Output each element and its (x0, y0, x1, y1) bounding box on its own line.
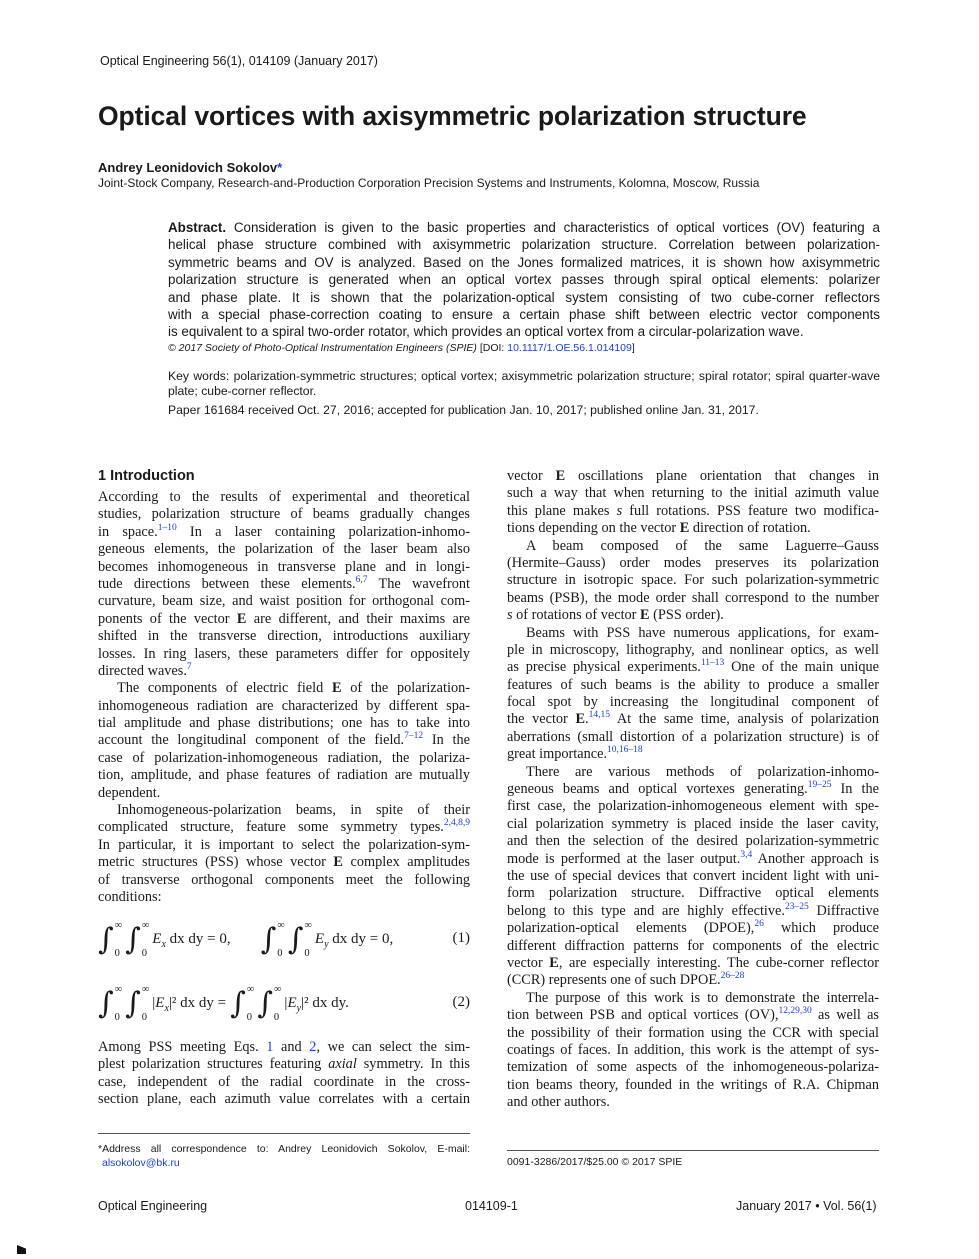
text-line: structure in isotropic space. For such polarization-symmetric (507, 572, 879, 589)
right-column-text (507, 468, 879, 1111)
citation-link[interactable]: 7 (186, 661, 192, 672)
text-line: helical phase structure combined with axisymmetric polarization structure. Correlation between polarization- (168, 237, 880, 253)
bold-text: E (236, 610, 247, 627)
bold-text: E (640, 607, 650, 624)
text-line: different diffraction patterns for components of the electric (507, 937, 879, 954)
text-line: ple in microscopy, lithography, and nonlinear optics, as well (507, 641, 879, 658)
issn-copyright: 0091-3286/2017/$25.00 © 2017 SPIE (507, 1156, 683, 1168)
citation-link[interactable]: 12,29,30 (778, 1006, 812, 1017)
text-line: The purpose of this work is to demonstrate the interrela- (526, 989, 879, 1006)
section-heading: 1 Introduction (98, 468, 195, 484)
bold-text: Abstract. (168, 220, 227, 235)
footnote-text: *Address all correspondence to: Andrey Leonidovich Sokolov, E-mail: (98, 1143, 470, 1155)
paragraph (507, 990, 879, 1112)
italic-text: s (616, 502, 623, 519)
equation-2 (98, 979, 470, 1029)
text-line: Beams with PSS have numerous applications, for exam- (526, 624, 879, 641)
text-line: coatings of faces. In addition, this work is the attempt of sys- (507, 1041, 879, 1058)
integrand: $E_x$ dx dy = 0, (152, 930, 231, 950)
text-line: temization of some aspects of the inhomogeneous-polariza- (507, 1059, 879, 1076)
text-line: plest polarization structures featuring axial symmetry. In this (98, 1056, 470, 1073)
text-line: features of such beams is the ability to produce a smaller (507, 676, 879, 693)
text-line: losses. In ring lasers, these parameters differ for oppositely (98, 645, 470, 662)
text-line: Key words: polarization-symmetric structures; optical vortex; axisymmetric polarization structure; spiral rotator; spiral quarter-wave (168, 369, 880, 383)
running-head: Optical Engineering 56(1), 014109 (January 2017) (100, 54, 378, 68)
bold-text: E (575, 711, 586, 728)
text-line: s of rotations of vector E (PSS order). (507, 607, 724, 624)
integrand: $|E_x|^2$ dx dy = (152, 994, 227, 1014)
text-line: vector E oscillations plane orientation that changes in (507, 468, 879, 484)
citation-link[interactable]: 11–13 (700, 658, 725, 669)
equation-number: (1) (452, 930, 470, 946)
integral-sign: ∫ ∞ 0 (287, 920, 312, 959)
text-line: vector E, are especially interesting. The cube-corner reflector (507, 954, 879, 971)
text-line: beams (PSB), the mode order shall correspond to the number (507, 589, 879, 606)
text-line: There are various methods of polarization-inhomo- (526, 763, 879, 780)
text-line: Abstract. Consideration is given to the basic properties and characteristics of optical vortices (OV) featuring a (168, 220, 880, 235)
citation-link[interactable]: 6,7 (355, 574, 368, 585)
text-line: great importance.$^{10,16-18}$ (507, 745, 643, 763)
paragraph (98, 802, 470, 906)
bold-text: E (331, 680, 342, 697)
integral-sign: ∫ ∞ 0 (230, 984, 255, 1023)
text-line: first case, the polarization-inhomogeneous element with spe- (507, 798, 879, 815)
text-line: (Hermite–Gauss) order modes preserves its polarization (507, 554, 879, 571)
citation-link[interactable]: 14,15 (588, 710, 610, 721)
equation-link[interactable]: 1 (266, 1039, 274, 1055)
footnote-divider (98, 1133, 470, 1134)
text-line: the possibility of their formation using the CCR with special (507, 1024, 879, 1041)
paragraph (507, 625, 879, 764)
citation-link[interactable]: 1–10 (157, 522, 177, 533)
text-line: as precise physical experiments.$^{11-13}$ One of the main unique (507, 658, 879, 676)
text-line: account the longitudinal component of the field.$^{7-12}$ In the (98, 731, 470, 749)
bold-text: E (679, 520, 690, 537)
integrand: $E_y$ dx dy = 0, (314, 930, 394, 950)
text-line: becomes inhomogeneous in transverse plane and in longi- (98, 558, 470, 575)
paragraph (507, 468, 879, 538)
text-line: (CCR) represents one of such DPOE.$^{26-28}$ (507, 971, 745, 989)
text-line: A beam composed of the same Laguerre–Gauss (526, 537, 879, 554)
text-line: belong to this type and are highly effective.$^{23-25}$ Diffractive (507, 901, 879, 919)
integral-sign: ∫ ∞ 0 (125, 984, 150, 1023)
text-line: section plane, each azimuth value correlates with a certain (98, 1091, 470, 1108)
bold-text: E (333, 854, 343, 871)
text-line: with a special phase-correction coating to ensure a certain phase shift between electric vector components (168, 306, 880, 322)
text-line: tude directions between these elements.$^{6,7}$ The wavefront (98, 574, 470, 592)
text-line: The components of electric field E of the polarization- (117, 680, 470, 697)
equation-link[interactable]: 2 (309, 1039, 317, 1055)
italic-text: s (507, 607, 513, 624)
text-line: focal spot by increasing the longitudinal component of (507, 694, 879, 711)
corner-mark-icon (17, 1245, 26, 1254)
email-link[interactable]: alsokolov@bk.ru (102, 1156, 180, 1169)
text-line: is equivalent to a spiral two-order rotator, which provides an optical vortex from a circular-polarization wave. (168, 324, 804, 340)
keywords (168, 369, 880, 399)
equation-1 (98, 915, 470, 965)
citation-link[interactable]: 26 (754, 919, 764, 930)
bold-text: E (549, 954, 559, 971)
text-line: polarization structure is generated when an optical vortex passes through spiral optical elements: polarizer (168, 272, 880, 288)
text-line: curvature, beam size, and waist position for orthogonal com- (98, 593, 470, 610)
author-name: Andrey Leonidovich Sokolov (98, 160, 278, 175)
text-line: and other authors. (507, 1094, 610, 1111)
text-line: complicated structure, feature some symmetry types.$^{2,4,8,9}$ (98, 818, 470, 836)
text-line: the vector E.$^{14,15}$ At the same time, analysis of polarization (507, 710, 879, 728)
affiliation: Joint-Stock Company, Research-and-Production Corporation Precision Systems and Instruments, Kolomna, Moscow, Russia (98, 176, 760, 190)
integrand: $|E_y|^2$ dx dy. (284, 994, 349, 1014)
text-line: tion beams theory, founded in the writings of R.A. Chipman (507, 1076, 879, 1093)
paragraph (507, 764, 879, 990)
citation-link[interactable]: 26–28 (720, 971, 745, 982)
paragraph (507, 538, 879, 625)
text-line: case, independent of the radial coordinate in the cross- (98, 1073, 470, 1090)
doi-link[interactable]: 10.1117/1.OE.56.1.014109 (507, 342, 632, 354)
author (98, 160, 282, 175)
text-line: cial polarization symmetry is placed inside the laser cavity, (507, 815, 879, 832)
text-line: inhomogeneous radiation are characterized by different spa- (98, 697, 470, 714)
correspondence-footnote (98, 1143, 470, 1170)
footer-page-number: 014109-1 (465, 1199, 518, 1213)
text-line: dependent. (98, 784, 161, 801)
text-line: and phase plate. It is shown that the polarization-optical system consisting of two cube-corner reflectors (168, 289, 880, 305)
left-column-text-continued (98, 1039, 470, 1109)
text-line: in space.$^{1-10}$ In a laser containing polarization-inhomo- (98, 522, 470, 540)
left-column-text (98, 489, 470, 906)
citation-link[interactable]: 2,4,8,9 (443, 818, 470, 829)
footer-issue: January 2017 • Vol. 56(1) (736, 1199, 877, 1213)
italic-text: axial (328, 1056, 357, 1073)
text-line: Inhomogeneous-polarization beams, in spite of their (117, 802, 470, 819)
text-line: symmetric beams and OV is analyzed. Based on the Jones formalized matrices, it is shown how axisymmetric (168, 254, 880, 270)
equation-number: (2) (452, 994, 470, 1010)
text-line: tions depending on the vector E direction of rotation. (507, 520, 811, 537)
citation-link[interactable]: 7–12 (404, 731, 424, 742)
footer-journal: Optical Engineering (98, 1199, 208, 1213)
text-line: the use of special devices that convert incident light with uni- (507, 867, 879, 884)
text-line: plate; cube-corner reflector. (168, 384, 317, 398)
paragraph (98, 489, 470, 680)
copyright-text: © 2017 Society of Photo-Optical Instrumentation Engineers (SPIE) (168, 342, 477, 354)
text-line: tion between PSB and optical vortices (OV),$^{12,29,30}$ as well as (507, 1006, 879, 1024)
doi-prefix: [DOI: (476, 342, 508, 354)
text-line: In particular, it is important to select the polarization-sym- (98, 836, 470, 853)
integral-sign: ∫ ∞ 0 (257, 984, 282, 1023)
abstract (168, 219, 880, 341)
paragraph (98, 680, 470, 802)
integral-sign: ∫ ∞ 0 (260, 920, 285, 959)
text-line: ponents of the vector E are different, and their maxims are (98, 610, 470, 627)
paragraph (98, 1039, 470, 1109)
text-line: conditions: (98, 888, 162, 905)
integral-sign: ∫ ∞ 0 (98, 920, 123, 959)
text-line: form polarization structure. Diffractive optical elements (507, 885, 879, 902)
page-title: Optical vortices with axisymmetric polarization structure (98, 101, 807, 131)
text-line: and then the selection of the desired polarization-symmetric (507, 833, 879, 850)
integral-sign: ∫ ∞ 0 (125, 920, 150, 959)
received-dates: Paper 161684 received Oct. 27, 2016; accepted for publication Jan. 10, 2017; published online Jan. 31, 2017. (168, 403, 759, 417)
text-line: aberrations (small distortion of a polarization structure) is of (507, 728, 879, 745)
text-line: Among PSS meeting Eqs. 1 and 2, we can select the sim- (98, 1039, 470, 1055)
column-divider (507, 1150, 879, 1151)
text-line: directed waves.$^7$ (98, 661, 192, 679)
text-line: studies, polarization structure of beams gradually changes (98, 506, 470, 523)
text-line: tial amplitude and phase distributions; one has to take into (98, 715, 470, 732)
text-line: this plane makes s full rotations. PSS feature two modifica- (507, 502, 879, 519)
text-line: case of polarization-inhomogeneous radiation, the polariza- (98, 749, 470, 766)
text-line: According to the results of experimental and theoretical (98, 489, 470, 505)
copyright-line (168, 342, 635, 354)
text-line: such a way that when returning to the initial azimuth value (507, 485, 879, 502)
citation-link[interactable]: 10,16–18 (607, 745, 643, 756)
integral-sign: ∫ ∞ 0 (98, 984, 123, 1023)
bold-text: E (555, 468, 566, 484)
text-line: shifted in the transverse direction, introductions auxiliary (98, 628, 470, 645)
text-line: mode is performed at the laser output.$^{3,4}$ Another approach is (507, 849, 879, 867)
text-line: polarization-optical elements (DPOE),$^{26}$ which produce (507, 919, 880, 937)
text-line: geneous beams and optical vortexes generating.$^{19-25}$ In the (507, 780, 879, 798)
author-footnote-mark[interactable]: * (277, 160, 283, 175)
citation-link[interactable]: 23–25 (784, 901, 809, 912)
text-line: metric structures (PSS) whose vector E complex amplitudes (98, 854, 470, 871)
doi-suffix: ] (631, 342, 635, 354)
citation-link[interactable]: 19–25 (807, 780, 832, 791)
text-line: of transverse orthogonal components meet the following (98, 871, 470, 888)
text-line: geneous elements, the polarization of the laser beam also (98, 541, 470, 558)
citation-link[interactable]: 3,4 (740, 849, 753, 860)
text-line: tion, amplitude, and phase features of radiation are mutually (98, 767, 470, 784)
